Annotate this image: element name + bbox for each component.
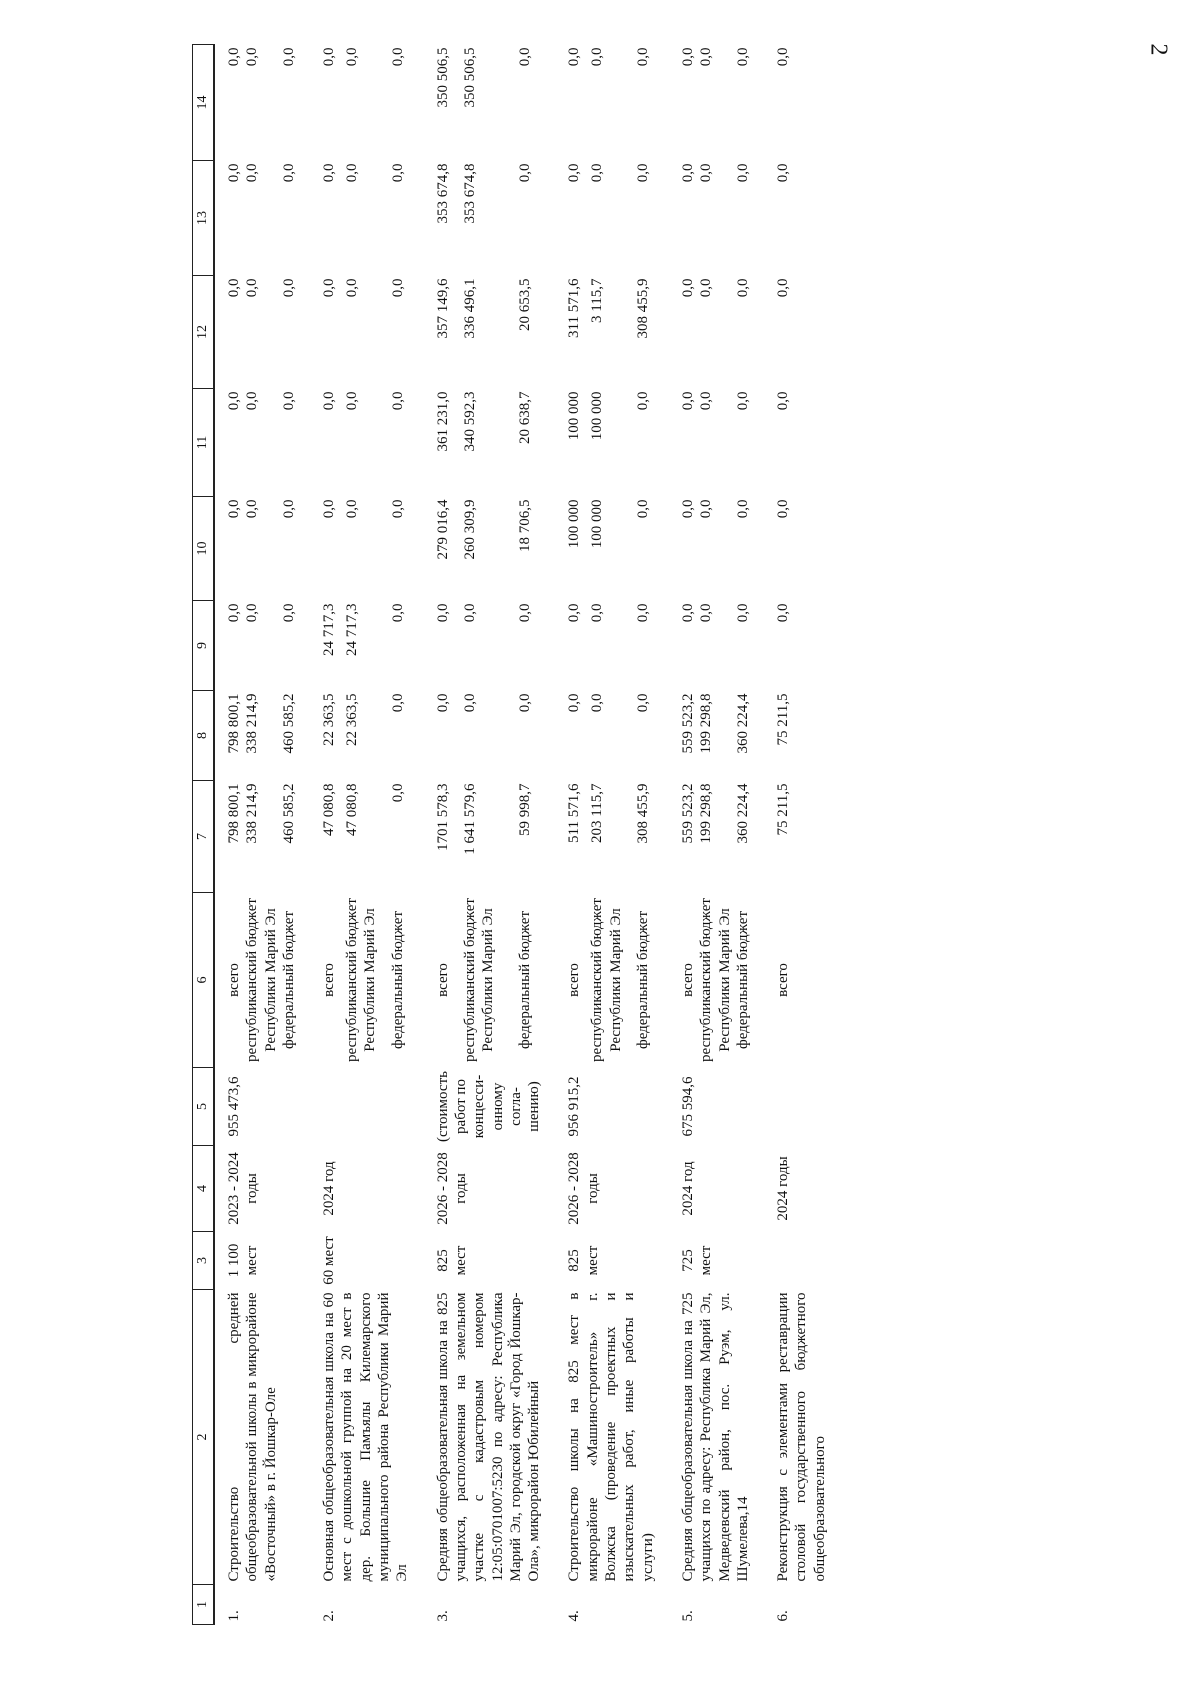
- value-cell: 0,0: [389, 278, 406, 298]
- period: 2026 - 2028 годы: [434, 1152, 469, 1225]
- table-row: [565, 45, 588, 1625]
- period: 2024 год: [321, 1161, 338, 1216]
- table-row: [214, 45, 243, 1625]
- value-cell: 0,0: [226, 499, 242, 519]
- period: 2026 - 2028 годы: [566, 1152, 601, 1225]
- capacity: 60 мест: [321, 1236, 338, 1285]
- value-cell: 0,0: [734, 47, 751, 67]
- capacity: 725 мест: [679, 1245, 715, 1276]
- value-cell: 20 638,7: [517, 391, 533, 444]
- value-cell: 0,0: [344, 47, 361, 67]
- row-number: 1.: [226, 1610, 242, 1622]
- value-cell: 311 571,6: [566, 278, 583, 338]
- value-cell: 559 523,2: [679, 693, 696, 754]
- value-cell: 0,0: [698, 163, 715, 183]
- value-cell: 0,0: [226, 278, 242, 298]
- col-header: 3: [193, 1232, 215, 1290]
- value-cell: 0,0: [635, 499, 652, 519]
- row-number: 3.: [434, 1610, 451, 1622]
- value-cell: 100 000: [566, 499, 583, 549]
- value-cell: 559 523,2: [679, 783, 696, 844]
- funding-source: республиканский бюджет Республики Марий Эл: [462, 898, 497, 1062]
- funding-source: федеральный бюджет: [734, 910, 751, 1050]
- col-header: 14: [193, 45, 215, 161]
- value-cell: 0,0: [389, 499, 406, 519]
- page-number: 2: [1145, 43, 1172, 56]
- value-cell: 0,0: [635, 693, 652, 713]
- value-cell: 0,0: [517, 163, 533, 183]
- value-cell: 798 800,1: [226, 783, 242, 844]
- value-cell: 0,0: [698, 47, 715, 67]
- value-cell: 0,0: [244, 163, 261, 183]
- funding-source: всего: [566, 963, 583, 997]
- value-cell: 199 298,8: [698, 693, 715, 754]
- header-row: [193, 45, 215, 1625]
- value-cell: 0,0: [679, 391, 696, 411]
- value-cell: 0,0: [775, 278, 792, 298]
- col-header: 1: [193, 1585, 215, 1625]
- value-cell: 100 000: [589, 391, 606, 441]
- value-cell: 350 506,5: [462, 47, 479, 108]
- capacity: [774, 1232, 829, 1290]
- value-cell: 22 363,5: [344, 693, 361, 746]
- object-name: Строительство средней общеобразовательной школы в микрорайоне «Восточный» в г. Йошкар-Оле: [226, 1292, 279, 1582]
- cost: 956 915,2: [566, 1076, 583, 1137]
- value-cell: 0,0: [344, 391, 361, 411]
- value-cell: 360 224,4: [734, 693, 751, 754]
- col-header: 4: [193, 1146, 215, 1232]
- value-cell: 0,0: [226, 47, 242, 67]
- col-header: 2: [193, 1290, 215, 1585]
- spacer-row: [543, 45, 565, 1625]
- value-cell: 0,0: [589, 163, 606, 183]
- spacer-row: [412, 45, 434, 1625]
- value-cell: 798 800,1: [226, 693, 242, 754]
- value-cell: 0,0: [344, 163, 361, 183]
- value-cell: 353 674,8: [462, 163, 479, 224]
- value-cell: 0,0: [434, 693, 451, 713]
- value-cell: 0,0: [389, 47, 406, 67]
- value-cell: 100 000: [566, 391, 583, 441]
- value-cell: 0,0: [589, 693, 606, 713]
- value-cell: 0,0: [321, 278, 338, 298]
- value-cell: 0,0: [517, 47, 533, 67]
- value-cell: 0,0: [679, 163, 696, 183]
- cost: 675 594,6: [679, 1076, 696, 1137]
- col-header: 13: [193, 161, 215, 276]
- value-cell: 338 214,9: [244, 783, 261, 844]
- value-cell: 0,0: [280, 391, 297, 411]
- value-cell: 0,0: [321, 163, 338, 183]
- value-cell: 24 717,3: [321, 603, 338, 656]
- value-cell: 350 506,5: [434, 47, 451, 108]
- object-name: Средняя общеобразовательная школа на 825 учащихся, расположенная на земельном участке с кадастровым номером 12:05:0701007:5230 по адресу: Республика Марий Эл, городской округ «Город Йошкар-Ола», микрорайон Юбилейный: [434, 1292, 543, 1582]
- col-header: 7: [193, 781, 215, 893]
- budget-table: [192, 44, 829, 1625]
- value-cell: 0,0: [321, 47, 338, 67]
- funding-source: республиканский бюджет Республики Марий Эл: [244, 898, 279, 1062]
- object-name: Средняя общеобразовательная школа на 725 учащихся по адресу: Республика Марий Эл, Медведевский район, пос. Руэм, ул. Шумелева,14: [679, 1292, 751, 1582]
- value-cell: 0,0: [244, 499, 261, 519]
- value-cell: 0,0: [635, 47, 652, 67]
- object-name: Строительство школы на 825 мест в микрорайоне «Машиностроитель» г. Волжска (проведение проектных и изыскательных работ, иные работы и услуги): [566, 1292, 656, 1582]
- table-row: [774, 45, 829, 1625]
- period: 2024 год: [679, 1161, 696, 1216]
- value-cell: 0,0: [389, 603, 406, 623]
- value-cell: 47 080,8: [344, 783, 361, 836]
- funding-source: республиканский бюджет Республики Марий Эл: [589, 898, 624, 1062]
- value-cell: 460 585,2: [280, 783, 297, 844]
- value-cell: 0,0: [698, 499, 715, 519]
- value-cell: 1 641 579,6: [462, 783, 479, 855]
- value-cell: 59 998,7: [517, 783, 533, 836]
- col-header: 6: [193, 893, 215, 1068]
- value-cell: 0,0: [734, 603, 751, 623]
- value-cell: 0,0: [635, 163, 652, 183]
- col-header: 8: [193, 691, 215, 781]
- value-cell: 0,0: [566, 47, 583, 67]
- value-cell: 0,0: [321, 391, 338, 411]
- value-cell: 360 224,4: [734, 783, 751, 844]
- period: 2023 - 2024 годы: [226, 1152, 261, 1225]
- funding-source: федеральный бюджет: [280, 910, 297, 1050]
- value-cell: 0,0: [389, 693, 406, 713]
- value-cell: 0,0: [280, 278, 297, 298]
- value-cell: 0,0: [517, 693, 533, 713]
- col-header: 11: [193, 389, 215, 497]
- value-cell: 0,0: [389, 391, 406, 411]
- spacer-row: [752, 45, 774, 1625]
- value-cell: 0,0: [389, 163, 406, 183]
- capacity: 825 мест: [434, 1245, 469, 1276]
- value-cell: 0,0: [589, 603, 606, 623]
- row-number: 4.: [566, 1610, 583, 1622]
- period: 2024 годы: [775, 1156, 792, 1221]
- cost: 955 473,6: [226, 1076, 242, 1137]
- value-cell: 0,0: [775, 499, 792, 519]
- capacity: 1 100 мест: [226, 1243, 261, 1278]
- value-cell: 199 298,8: [698, 783, 715, 844]
- table-row: [320, 45, 343, 1625]
- spacer-row: [298, 45, 320, 1625]
- value-cell: 0,0: [734, 499, 751, 519]
- value-cell: 0,0: [698, 278, 715, 298]
- cost: (стоимость работ по концесси-онному согла-шению): [434, 1071, 543, 1142]
- table-row: [434, 45, 461, 1625]
- value-cell: 1701 578,3: [434, 783, 451, 851]
- value-cell: 0,0: [775, 391, 792, 411]
- value-cell: 0,0: [775, 163, 792, 183]
- value-cell: 0,0: [226, 391, 242, 411]
- value-cell: 100 000: [589, 499, 606, 549]
- row-number: 6.: [775, 1610, 792, 1622]
- funding-source: всего: [434, 963, 451, 997]
- funding-source: всего: [679, 963, 696, 997]
- value-cell: 75 211,5: [775, 693, 792, 746]
- funding-source: всего: [321, 963, 338, 997]
- value-cell: 0,0: [775, 47, 792, 67]
- value-cell: 0,0: [244, 278, 261, 298]
- value-cell: 0,0: [566, 163, 583, 183]
- value-cell: 20 653,5: [517, 278, 533, 331]
- row-number: 5.: [679, 1610, 696, 1622]
- value-cell: 0,0: [244, 47, 261, 67]
- value-cell: 340 592,3: [462, 391, 479, 452]
- value-cell: 0,0: [280, 163, 297, 183]
- funding-source: республиканский бюджет Республики Марий Эл: [698, 898, 733, 1062]
- spacer-row: [657, 45, 679, 1625]
- object-name: Основная общеобразовательная школа на 60 мест с дошкольной группой на 20 мест в дер. Большие Памъялы Килемарского муниципального района Республики Марий Эл: [321, 1292, 411, 1582]
- value-cell: 0,0: [698, 391, 715, 411]
- value-cell: 361 231,0: [434, 391, 451, 452]
- value-cell: 353 674,8: [434, 163, 451, 224]
- value-cell: 460 585,2: [280, 693, 297, 754]
- col-header: 5: [193, 1068, 215, 1146]
- value-cell: 0,0: [462, 603, 479, 623]
- value-cell: 279 016,4: [434, 499, 451, 560]
- value-cell: 203 115,7: [589, 783, 606, 843]
- value-cell: 47 080,8: [321, 783, 338, 836]
- value-cell: 0,0: [389, 783, 406, 803]
- value-cell: 0,0: [679, 603, 696, 623]
- value-cell: 0,0: [280, 47, 297, 67]
- value-cell: 0,0: [344, 278, 361, 298]
- value-cell: 357 149,6: [434, 278, 451, 339]
- value-cell: 308 455,9: [635, 783, 652, 844]
- value-cell: 0,0: [679, 499, 696, 519]
- value-cell: 0,0: [280, 603, 297, 623]
- value-cell: 0,0: [434, 603, 451, 623]
- funding-source: республиканский бюджет Республики Марий Эл: [344, 898, 379, 1062]
- value-cell: 0,0: [344, 499, 361, 519]
- value-cell: 308 455,9: [635, 278, 652, 339]
- value-cell: 18 706,5: [517, 499, 533, 552]
- value-cell: 0,0: [566, 603, 583, 623]
- object-name: Реконструкция с элементами реставрации столовой государственного бюджетного общеобразовательного: [775, 1292, 828, 1582]
- value-cell: 0,0: [589, 47, 606, 67]
- value-cell: 24 717,3: [344, 603, 361, 656]
- value-cell: 0,0: [734, 391, 751, 411]
- value-cell: 0,0: [679, 278, 696, 298]
- value-cell: 336 496,1: [462, 278, 479, 339]
- value-cell: 0,0: [635, 391, 652, 411]
- value-cell: 0,0: [734, 163, 751, 183]
- value-cell: 0,0: [517, 603, 533, 623]
- value-cell: 0,0: [679, 47, 696, 67]
- capacity: 825 мест: [566, 1245, 601, 1276]
- value-cell: 0,0: [635, 603, 652, 623]
- funding-source: всего: [775, 963, 792, 997]
- value-cell: 0,0: [734, 278, 751, 298]
- funding-source: федеральный бюджет: [635, 910, 652, 1050]
- col-header: 12: [193, 276, 215, 389]
- value-cell: 0,0: [244, 603, 261, 623]
- value-cell: 0,0: [462, 693, 479, 713]
- col-header: 10: [193, 497, 215, 601]
- value-cell: 0,0: [226, 603, 242, 623]
- value-cell: 0,0: [566, 693, 583, 713]
- value-cell: 260 309,9: [462, 499, 479, 560]
- row-number: 2.: [321, 1610, 338, 1622]
- value-cell: 3 115,7: [589, 278, 606, 323]
- value-cell: 0,0: [226, 163, 242, 183]
- funding-source: федеральный бюджет: [517, 910, 533, 1050]
- table-row: [679, 45, 697, 1625]
- value-cell: 22 363,5: [321, 693, 338, 746]
- funding-source: федеральный бюджет: [389, 910, 406, 1050]
- cost: [320, 1068, 411, 1146]
- value-cell: 0,0: [321, 499, 338, 519]
- cost: [774, 1068, 829, 1146]
- value-cell: 0,0: [244, 391, 261, 411]
- col-header: 9: [193, 601, 215, 691]
- value-cell: 75 211,5: [775, 783, 792, 836]
- value-cell: 511 571,6: [566, 783, 583, 843]
- value-cell: 0,0: [775, 603, 792, 623]
- funding-source: всего: [226, 963, 242, 997]
- value-cell: 0,0: [280, 499, 297, 519]
- rotated-table-container: [192, 45, 1020, 1625]
- value-cell: 0,0: [698, 603, 715, 623]
- value-cell: 338 214,9: [244, 693, 261, 754]
